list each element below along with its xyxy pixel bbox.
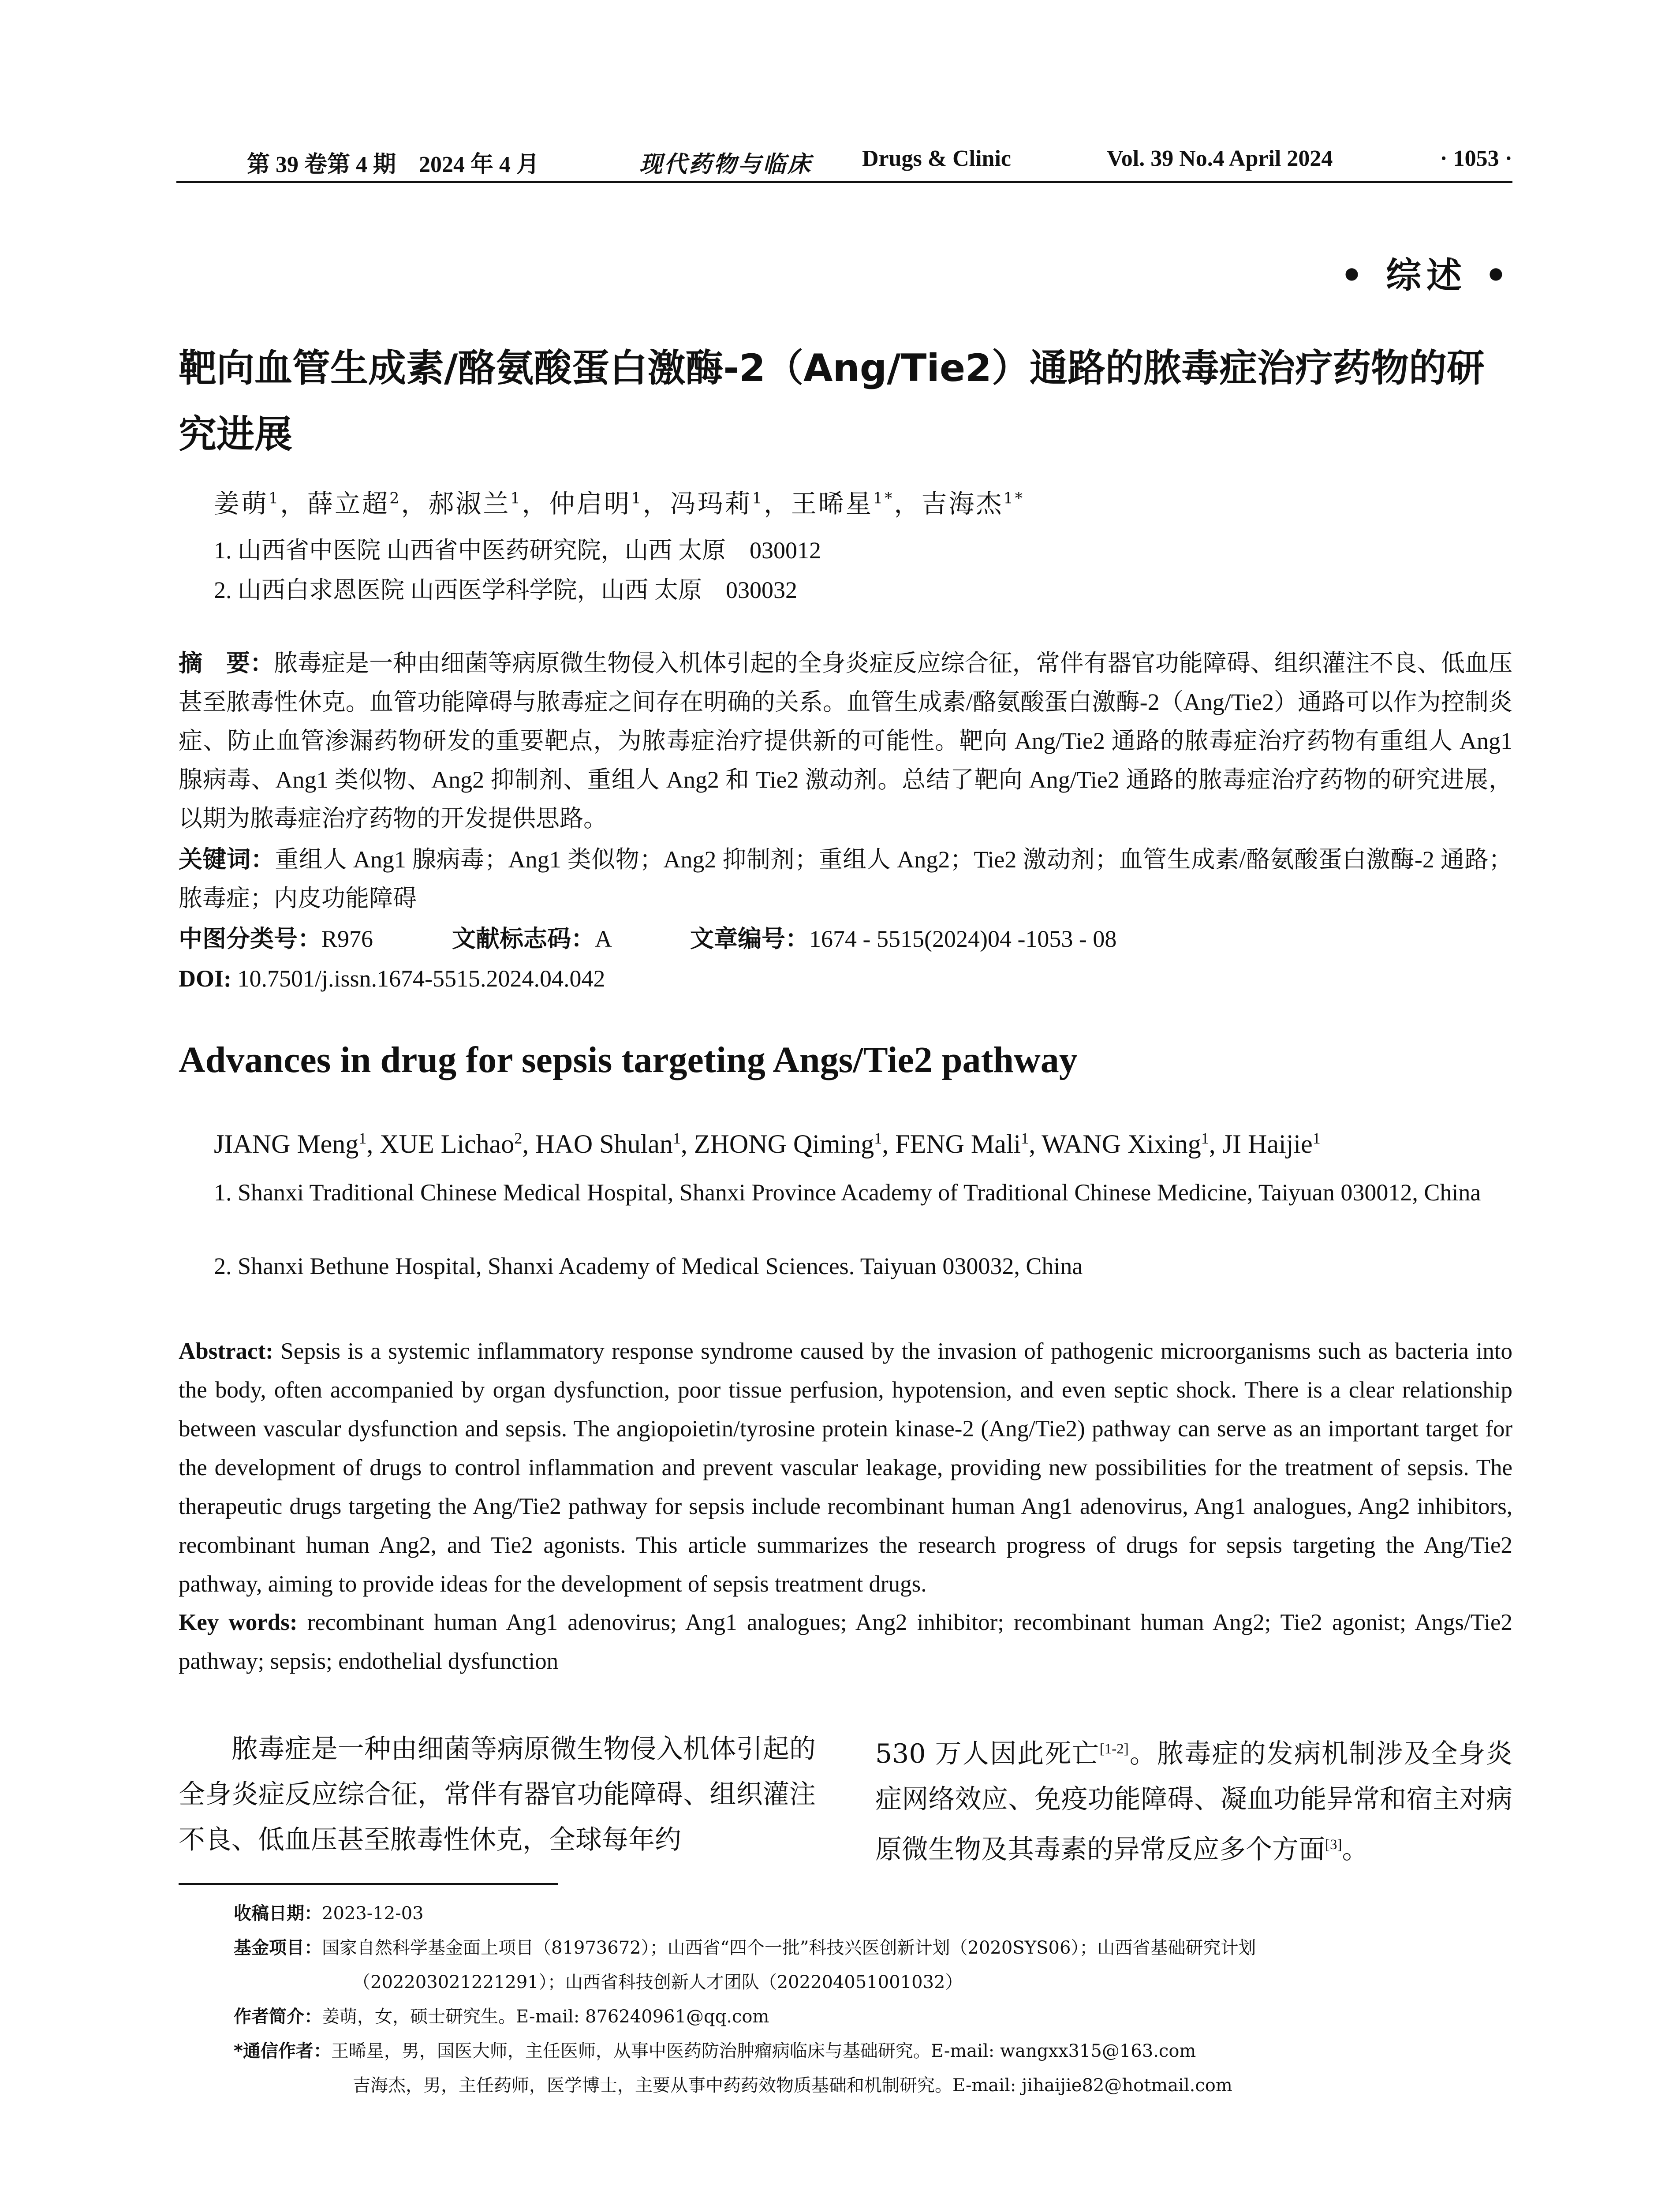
header-page-number: · 1053 · [1440,146,1512,171]
article-number: 1674 - 5515(2024)04 -1053 - 08 [809,926,1117,952]
header-journal-cn: 现代药物与临床 [639,152,813,177]
section-label: • 综述 • [1340,255,1512,296]
footnote-author-bio: 作者简介：姜萌，女，硕士研究生。E-mail: 876240961@qq.com [234,2007,769,2027]
footnote-received: 收稿日期：2023-12-03 [234,1903,424,1924]
chinese-affiliation-1: 1. 山西省中医院 山西省中医药研究院，山西 太原 030012 [214,537,821,564]
chinese-abstract: 摘 要：脓毒症是一种由细菌等病原微生物侵入机体引起的全身炎症反应综合征，常伴有器官功能障碍、组织灌注不良、低血压甚至脓毒性休克。血管功能障碍与脓毒症之间存在明确的关系。血管生成素/酪氨酸蛋白激酶-2（Ang/Tie2）通路可以作为控制炎症、防止血管渗漏药物研发的重要靶点，为脓毒症治疗提供新的可能性。靶向 Ang/Tie2 通路的脓毒症治疗药物有重组人 Ang1 腺病毒、Ang1 类似物、Ang2 抑制剂、重组人 Ang2 和 Tie2 激动剂。总结了靶向 Ang/Tie2 通路的脓毒症治疗药物的研究进展，以期为脓毒症治疗药物的开发提供思路。 [179,649,1513,832]
chinese-title: 靶向血管生成素/酪氨酸蛋白激酶-2（Ang/Tie2）通路的脓毒症治疗药物的研究进展 [179,346,1485,456]
chinese-keywords: 关键词：重组人 Ang1 腺病毒；Ang1 类似物；Ang2 抑制剂；重组人 Ang2；Tie2 激动剂；血管生成素/酪氨酸蛋白激酶-2 通路；脓毒症；内皮功能障碍 [179,845,1513,912]
classification-line: 中图分类号：R976 文献标志码：A 文章编号：1674 - 5515(2024)04 -1053 - 08 [179,919,1512,958]
english-title: Advances in drug for sepsis targeting Angs/Tie2 pathway [179,1039,1078,1080]
english-affiliation-2: 2. Shanxi Bethune Hospital, Shanxi Academy of Medical Sciences. Taiyuan 030032, China [214,1253,1083,1279]
header-journal-en: Drugs & Clinic [862,146,1011,171]
english-authors: JIANG Meng$^1$, XUE Lichao$^2$, HAO Shulan$^1$, ZHONG Qiming$^1$, FENG Mali$^1$, WANG Xixing$^1$, JI Haijie$^1$ [214,1129,1321,1159]
doi-link[interactable]: 10.7501/j.issn.1674-5515.2024.04.042 [231,965,605,992]
keywords-label-cn: 关键词： [179,845,275,873]
clc-number: R976 [321,926,373,952]
body-column-right: 530 万人因此死亡[1-2]。脓毒症的发病机制涉及全身炎症网络效应、免疫功能障碍、凝血功能异常和宿主对病原微生物及其毒素的异常反应多个方面[3]。 [875,1738,1513,1865]
body-column-left: 脓毒症是一种由细菌等病原微生物侵入机体引起的全身炎症反应综合征，常伴有器官功能障碍、组织灌注不良、低血压甚至脓毒性休克，全球每年约 [179,1734,816,1855]
english-affiliation-1: 1. Shanxi Traditional Chinese Medical Hospital, Shanxi Province Academy of Traditional Chinese Medicine, Taiyuan 030012, China [214,1179,1481,1206]
chinese-affiliation-2: 2. 山西白求恩医院 山西医学科学院，山西 太原 030032 [214,577,797,603]
doi-line: DOI: 10.7501/j.issn.1674-5515.2024.04.042 [179,965,605,992]
header-volume-cn: 第 39 卷第 4 期 2024 年 4 月 [247,152,540,177]
footnote-funding: 基金项目：国家自然科学基金面上项目（81973672）；山西省“四个一批”科技兴医创新计划（2020SYS06）；山西省基础研究计划 （202203021221291）；山西省科技创新人才团队（202204051001032） [234,1938,1256,1992]
footnote-divider [179,1883,558,1885]
english-keywords: Key words: recombinant human Ang1 adenovirus; Ang1 analogues; Ang2 inhibitor; recombinant human Ang2; Tie2 agonist; Angs/Tie2 pathway; sepsis; endothelial dysfunction [179,1610,1512,1674]
running-header [176,141,1512,183]
header-volume-en: Vol. 39 No.4 April 2024 [1107,146,1333,171]
abstract-label-cn: 摘 要： [179,649,274,677]
abstract-label-en: Abstract: [179,1338,273,1364]
citation-ref[interactable]: [3] [1325,1837,1342,1853]
citation-ref[interactable]: [1-2] [1099,1741,1129,1757]
english-abstract: Abstract: Sepsis is a systemic inflammatory response syndrome caused by the invasion of pathogenic microorganisms such as bacteria into the body, often accompanied by organ dysfunction, poor tissue perfusion, hypotension, and even septic shock. There is a clear relationship between vascular dysfunction and sepsis. The angiopoietin/tyrosine protein kinase-2 (Ang/Tie2) pathway can serve as an important target for the development of drugs to control inflammation and prevent vascular leakage, providing new possibilities for the treatment of sepsis. The therapeutic drugs targeting the Ang/Tie2 pathway for sepsis include recombinant human Ang1 adenovirus, Ang1 analogues, Ang2 inhibitors, recombinant human Ang2, and Tie2 agonists. This article summarizes the research progress of drugs for sepsis targeting the Ang/Tie2 pathway, aiming to provide ideas for the development of sepsis treatment drugs. [179,1338,1512,1597]
chinese-authors: 姜萌$^1$，薛立超$^2$，郝淑兰$^1$，仲启明$^1$，冯玛莉$^1$，王晞星$^{1*}$，吉海杰$^{1*}$ [214,489,1024,519]
footnote-corresponding: *通信作者：王晞星，男，国医大师，主任医师，从事中医药防治肿瘤病临床与基础研究。E-mail: wangxx315@163.com 吉海杰，男，主任药师，医学博士，主要从事中药药效物质基础和机制研究。E-mail: jihaijie82@hotmail.com [234,2041,1232,2096]
keywords-label-en: Key words: [179,1610,298,1635]
document-code: A [595,926,612,952]
